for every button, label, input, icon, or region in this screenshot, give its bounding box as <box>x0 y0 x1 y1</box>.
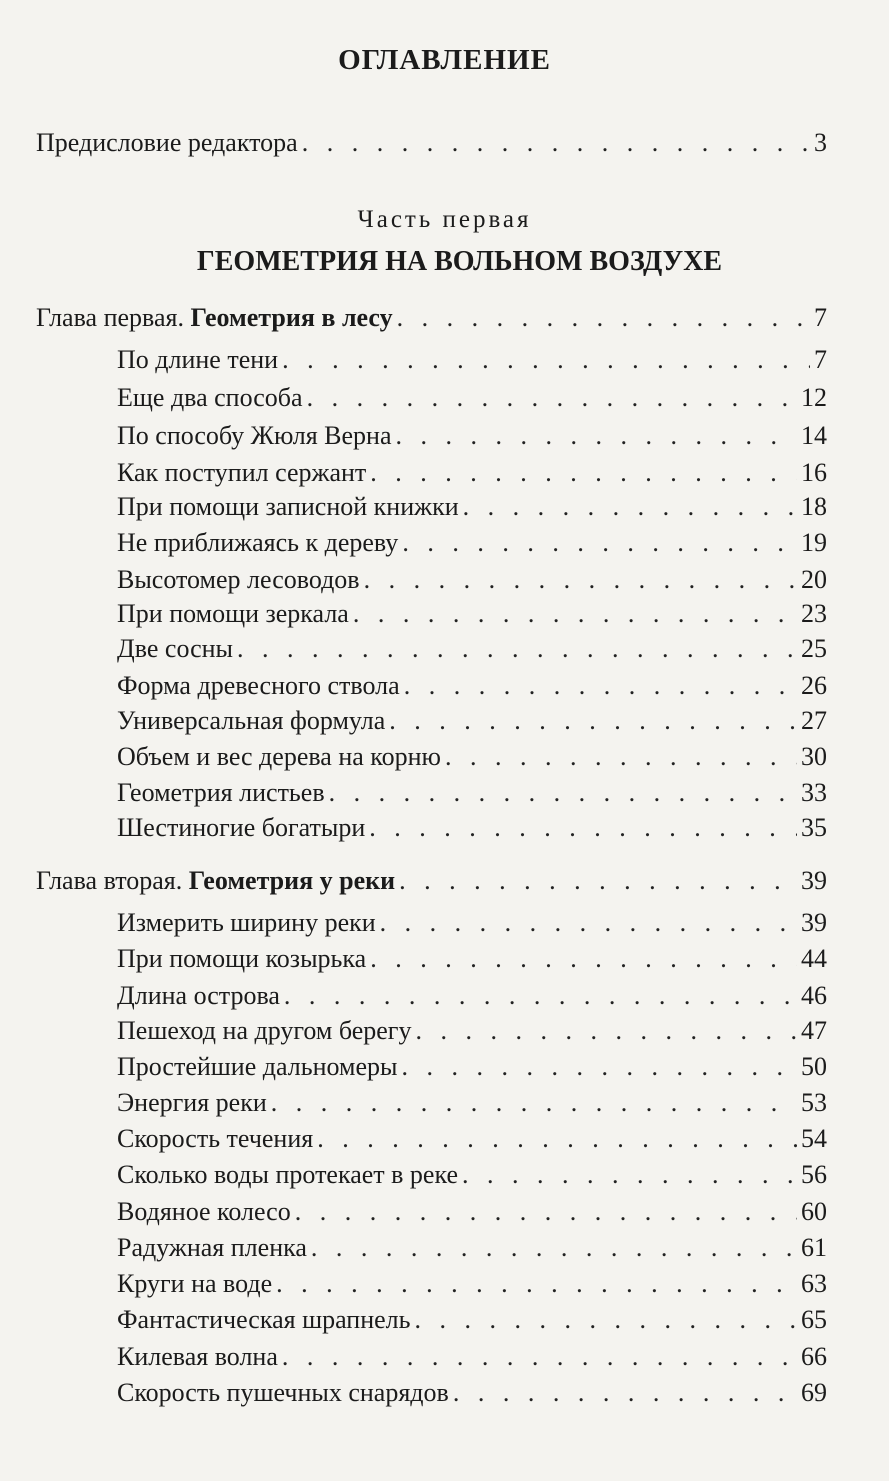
leader-dots <box>307 381 797 415</box>
chapter-prefix: Глава вторая. <box>36 866 183 895</box>
toc-entry-section[interactable] <box>117 343 827 377</box>
entry-title: Пешеход на другом берегу <box>117 1016 412 1045</box>
entry-title: Энергия реки <box>117 1088 267 1117</box>
entry-page: 18 <box>801 492 827 521</box>
leader-dots <box>295 1195 797 1229</box>
leader-dots <box>399 864 797 898</box>
toc-entry-section[interactable] <box>117 1267 827 1301</box>
leader-dots <box>284 979 797 1013</box>
toc-entry-section[interactable] <box>117 942 827 976</box>
toc-entry-section[interactable] <box>117 1050 827 1084</box>
entry-page: 54 <box>801 1124 827 1153</box>
leader-dots <box>453 1376 797 1410</box>
entry-title: Радужная пленка <box>117 1233 307 1262</box>
entry-page: 35 <box>801 813 827 842</box>
toc-entry-section[interactable] <box>117 776 827 810</box>
entry-title: Килевая волна <box>117 1342 278 1371</box>
entry-page: 19 <box>801 528 827 557</box>
toc-entry-section[interactable] <box>117 1340 827 1374</box>
entry-title: Сколько воды протекает в реке <box>117 1160 458 1189</box>
toc-entry-section[interactable] <box>117 1376 827 1410</box>
toc-entry-section[interactable] <box>117 1303 827 1337</box>
entry-page: 66 <box>801 1342 827 1371</box>
entry-title: Форма древесного ствола <box>117 671 400 700</box>
leader-dots <box>389 704 797 738</box>
entry-page: 44 <box>801 944 827 973</box>
entry-page: 33 <box>801 778 827 807</box>
toc-entry-chapter[interactable] <box>36 864 827 898</box>
entry-page: 69 <box>801 1378 827 1407</box>
entry-title: По длине тени <box>117 345 279 374</box>
entry-title: Еще два способа <box>117 383 303 412</box>
leader-dots <box>317 1122 797 1156</box>
chapter-title: Геометрия в лесу <box>190 303 393 332</box>
entry-title <box>36 301 393 335</box>
entry-page: 14 <box>801 421 827 450</box>
leader-dots <box>401 1050 797 1084</box>
toc-heading: ОГЛАВЛЕНИЕ <box>338 44 551 76</box>
entry-title: Высотомер лесоводов <box>117 565 360 594</box>
part-label: Часть первая <box>357 206 532 233</box>
entry-page: 50 <box>801 1052 827 1081</box>
entry-title: Простейшие дальномеры <box>117 1052 398 1081</box>
entry-page: 47 <box>801 1016 827 1045</box>
toc-entry-section[interactable] <box>117 1231 827 1265</box>
leader-dots <box>369 811 797 845</box>
leader-dots <box>445 740 797 774</box>
entry-page: 30 <box>801 742 827 771</box>
leader-dots <box>404 669 797 703</box>
entry-page: 7 <box>814 345 827 374</box>
entry-page: 65 <box>801 1305 827 1334</box>
entry-title: Измерить ширину реки <box>117 908 376 937</box>
entry-title: При помощи зеркала <box>117 599 349 628</box>
leader-dots <box>302 126 810 160</box>
toc-entry-chapter[interactable] <box>36 301 827 335</box>
leader-dots <box>311 1231 797 1265</box>
entry-title: Круги на воде <box>117 1269 273 1298</box>
leader-dots <box>353 597 797 631</box>
toc-entry-section[interactable] <box>117 563 827 597</box>
entry-page: 53 <box>801 1088 827 1117</box>
leader-dots <box>415 1303 798 1337</box>
toc-entry-section[interactable] <box>117 979 827 1013</box>
leader-dots <box>397 301 810 335</box>
toc-entry-section[interactable] <box>117 1086 827 1120</box>
entry-title: Геометрия листьев <box>117 778 325 807</box>
toc-entry-section[interactable] <box>117 1195 827 1229</box>
toc-entry-section[interactable] <box>117 740 827 774</box>
entry-page: 27 <box>801 706 827 735</box>
entry-title: Водяное колесо <box>117 1197 291 1226</box>
leader-dots <box>329 776 797 810</box>
toc-entry-preface[interactable] <box>36 126 827 160</box>
entry-page: 63 <box>801 1269 827 1298</box>
entry-page: 20 <box>801 565 827 594</box>
entry-page: 61 <box>801 1233 827 1262</box>
leader-dots <box>380 906 797 940</box>
entry-page: 60 <box>801 1197 827 1226</box>
toc-entry-section[interactable] <box>117 906 827 940</box>
entry-title: При помощи записной книжки <box>117 492 459 521</box>
entry-page: 12 <box>801 383 827 412</box>
toc-entry-section[interactable] <box>117 1122 827 1156</box>
leader-dots <box>237 632 797 666</box>
entry-page: 56 <box>801 1160 827 1189</box>
leader-dots <box>370 942 797 976</box>
toc-entry-section[interactable] <box>117 811 827 845</box>
entry-page: 16 <box>801 458 827 487</box>
entry-title: Скорость течения <box>117 1124 314 1153</box>
entry-page: 39 <box>801 908 827 937</box>
entry-title: Универсальная формула <box>117 706 386 735</box>
leader-dots <box>276 1267 797 1301</box>
entry-title: Фантастическая шрапнель <box>117 1305 411 1334</box>
toc-entry-section[interactable] <box>117 632 827 666</box>
entry-title: Длина острова <box>117 981 280 1010</box>
chapter-title: Геометрия у реки <box>188 866 396 895</box>
chapter-prefix: Глава первая. <box>36 303 184 332</box>
entry-page: 46 <box>801 981 827 1010</box>
entry-title: Две сосны <box>117 634 234 663</box>
leader-dots <box>462 1158 797 1192</box>
entry-title <box>36 864 395 898</box>
entry-title: Скорость пушечных снарядов <box>117 1378 449 1407</box>
entry-page: 25 <box>801 634 827 663</box>
toc-entry-section[interactable] <box>117 704 827 738</box>
entry-page: 26 <box>801 671 827 700</box>
entry-page: 39 <box>801 866 827 895</box>
leader-dots <box>415 1014 797 1048</box>
leader-dots <box>370 456 797 490</box>
entry-page: 23 <box>801 599 827 628</box>
leader-dots <box>282 343 810 377</box>
leader-dots <box>402 526 797 560</box>
entry-title: По способу Жюля Верна <box>117 421 392 450</box>
entry-title: Шестиногие богатыри <box>117 813 366 842</box>
entry-title: Объем и вес дерева на корню <box>117 742 441 771</box>
toc-entry-section[interactable] <box>117 419 827 453</box>
leader-dots <box>364 563 797 597</box>
toc-entry-section[interactable] <box>117 526 827 560</box>
toc-entry-section[interactable] <box>117 669 827 703</box>
leader-dots <box>271 1086 797 1120</box>
toc-entry-section[interactable] <box>117 381 827 415</box>
leader-dots <box>463 490 797 524</box>
leader-dots <box>282 1340 797 1374</box>
toc-entry-section[interactable] <box>117 1014 827 1048</box>
entry-title: Не приближаясь к дереву <box>117 528 399 557</box>
toc-entry-section[interactable] <box>117 597 827 631</box>
entry-page: 7 <box>814 303 827 332</box>
entry-title: Как поступил сержант <box>117 458 367 487</box>
entry-title: При помощи козырька <box>117 944 367 973</box>
toc-entry-section[interactable] <box>117 1158 827 1192</box>
entry-title: Предисловие редактора <box>36 128 298 157</box>
part-title: ГЕОМЕТРИЯ НА ВОЛЬНОМ ВОЗДУХЕ <box>196 246 723 277</box>
toc-entry-section[interactable] <box>117 456 827 490</box>
toc-entry-section[interactable] <box>117 490 827 524</box>
entry-page: 3 <box>814 128 827 157</box>
leader-dots <box>396 419 798 453</box>
